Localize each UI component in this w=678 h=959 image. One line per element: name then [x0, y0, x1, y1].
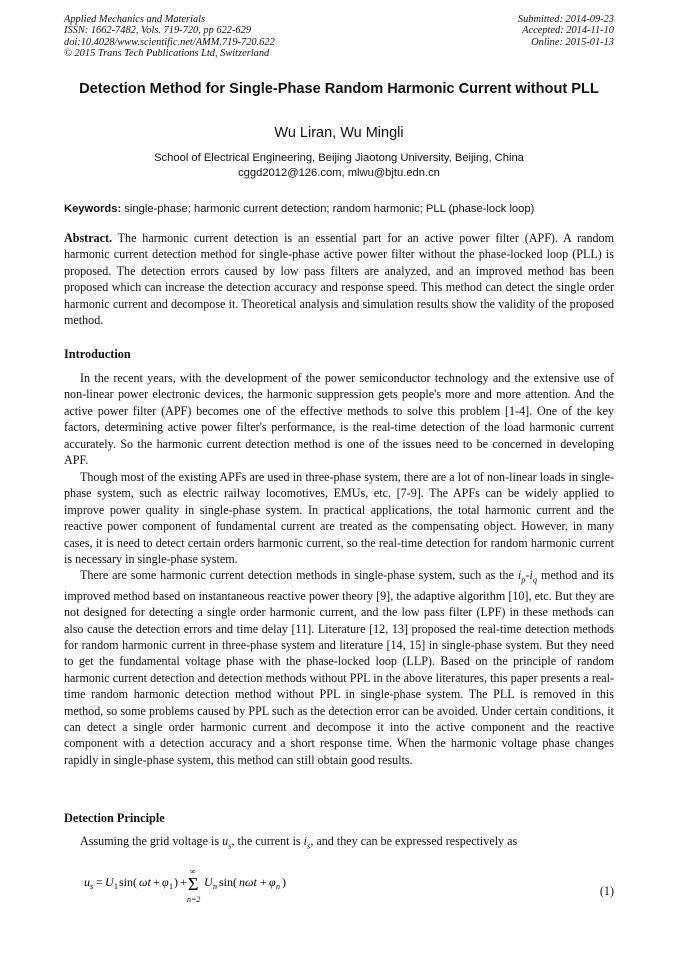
issn-line: ISSN: 1662-7482, Vols. 719-720, pp 622-629 [64, 25, 252, 37]
eq-sum-top: ∞ [190, 867, 196, 876]
eq-phin: φ [269, 875, 276, 889]
eq-sin2: sin( [219, 875, 237, 889]
detection-paragraph-1 [64, 833, 614, 854]
eq-plus3: + [260, 875, 267, 889]
affiliation-block [64, 151, 614, 181]
affiliation: School of Electrical Engineering, Beijing Jiaotong University, Beijing, China [154, 152, 524, 164]
section-heading-detection: Detection Principle [64, 811, 165, 825]
intro-paragraph-3 [64, 567, 614, 768]
equation-1 [84, 866, 344, 914]
eq-phin-sub: n [276, 882, 280, 891]
doi-line[interactable]: doi:10.4028/www.scientific.net/AMM.719-720.622 [64, 36, 275, 48]
eq-equals: = [96, 875, 103, 889]
text-run: , and they can be expressed respectively as [310, 834, 518, 848]
math-var: i [303, 834, 308, 848]
equation-number: (1) [599, 884, 614, 898]
text-run: Assuming the grid voltage is [80, 834, 223, 848]
online-date: Online: 2015-01-13 [531, 36, 614, 48]
keywords [64, 202, 624, 216]
math-var: i [529, 568, 533, 582]
math-var: u [222, 834, 229, 848]
text-run: - [525, 568, 530, 582]
math-var: i [517, 568, 522, 582]
intro-paragraph-2: Though most of the existing APFs are used in three-phase system, there are a lot of non-linear loads in single-phase system, such as electric railway locomotives, EMUs, etc. [7-9]. The APFs can be widely applied to improve power quality in single-phase system. In practical applications, the total harmonic current and the reactive power component of fundamental current are treated as the compensating object. However, in many cases, it is need to detect certain orders harmonic current, so the real-time detection for random harmonic current is necessary in single-phase system. [64, 470, 614, 567]
dates-header [518, 14, 614, 48]
math-sub: s [307, 840, 311, 851]
eq-plus1: + [153, 875, 160, 889]
eq-wt: ωt [139, 875, 151, 889]
keywords-label: Keywords: [64, 203, 122, 215]
accepted-date: Accepted: 2014-11-10 [522, 25, 614, 37]
submitted-date: Submitted: 2014-09-23 [517, 14, 614, 25]
eq-U1-sub: 1 [114, 882, 118, 891]
eq-sum-bottom: n=2 [187, 895, 201, 904]
eq-U1: U [105, 875, 114, 889]
eq-plus2: + [180, 875, 187, 889]
abstract [64, 230, 614, 328]
text-run: , the current is [231, 834, 304, 848]
eq-close1: ) [174, 875, 178, 889]
journal-header [64, 14, 275, 60]
paper-title: Detection Method for Single-Phase Random Harmonic Current without PLL [79, 81, 599, 97]
text-run: method and its improved method based on instantaneous reactive power theory [9], the adaptive algorithm [10], etc. But they are not designed for detecting a single order harmonic current, and the low pass filter (LPF) in these methods can also cause the detection errors and time delay [11]. Literature [12, 13] proposed the real-time detection methods for random harmonic current in three-phase system and literature [14, 15] in single-phase system. But they need to get the fundamental voltage phase with the phase-locked loop (LLP). Based on the principle of random harmonic current detection and detection methods without PPL in the above literatures, this paper presents a real-time random harmonic detection method without PPL in single-phase system. The PLL is removed in this method, so some problems caused by PPL such as the detection error can be avoided. Under certain conditions, it can detect a single order harmonic current and decompose it into the active component and the reactive component with a detection accuracy and a short response time. When the harmonic voltage phase changes rapidly in single-phase system, this method can still obtain good results. [64, 568, 614, 767]
eq-phi1-sub: 1 [169, 882, 173, 891]
eq-nwt: nωt [239, 875, 257, 889]
eq-lhs-sub: s [90, 882, 94, 891]
eq-lhs: u [84, 875, 90, 889]
keywords-text: single-phase; harmonic current detection; random harmonic; PLL (phase-lock loop) [121, 203, 535, 215]
abstract-text: The harmonic current detection is an essential part for an active power filter (APF). A random harmonic current detection method for single-phase active power filter without the phase-locked loop (PLL) is proposed. The detection errors caused by low pass filters are analyzed, and an improved method has been proposed which can increase the detection accuracy and response speed. This method can detect the single order harmonic current and decompose it. Theoretical analysis and simulation results show the validity of the proposed method. [64, 231, 614, 328]
eq-close2: ) [282, 875, 286, 889]
math-sub: p [521, 574, 526, 585]
eq-sin1: sin( [119, 875, 137, 889]
math-sub: q [532, 574, 538, 585]
abstract-label: Abstract. [64, 231, 113, 245]
eq-Un-sub: n [213, 882, 217, 891]
author-emails[interactable]: cggd2012@126.com, mlwu@bjtu.edn.cn [238, 167, 440, 179]
paper-authors: Wu Liran, Wu Mingli [274, 125, 404, 141]
eq-phi1: φ [162, 875, 169, 889]
journal-name: Applied Mechanics and Materials [64, 14, 206, 25]
section-heading-introduction: Introduction [64, 347, 131, 361]
math-sub: s [228, 840, 232, 851]
copyright-line: © 2015 Trans Tech Publications Ltd, Switzerland [64, 48, 270, 60]
eq-sum-symbol: Σ [188, 874, 199, 894]
intro-paragraph-1: In the recent years, with the development of the power semiconductor technology and the extensive use of non-linear power electronic devices, the harmonic suppression gets people's more and more attention. And the active power filter (APF) becomes one of the effective methods to solve this problem [1-4]. One of the key factors, determining active power filter's performance, is the real-time detection of the load harmonic current accurately. So the harmonic current detection method is one of the issues need to be concerned in developing APF. [64, 371, 614, 468]
text-run: There are some harmonic current detection methods in single-phase system, such as the [80, 568, 518, 582]
eq-Un: U [204, 875, 213, 889]
